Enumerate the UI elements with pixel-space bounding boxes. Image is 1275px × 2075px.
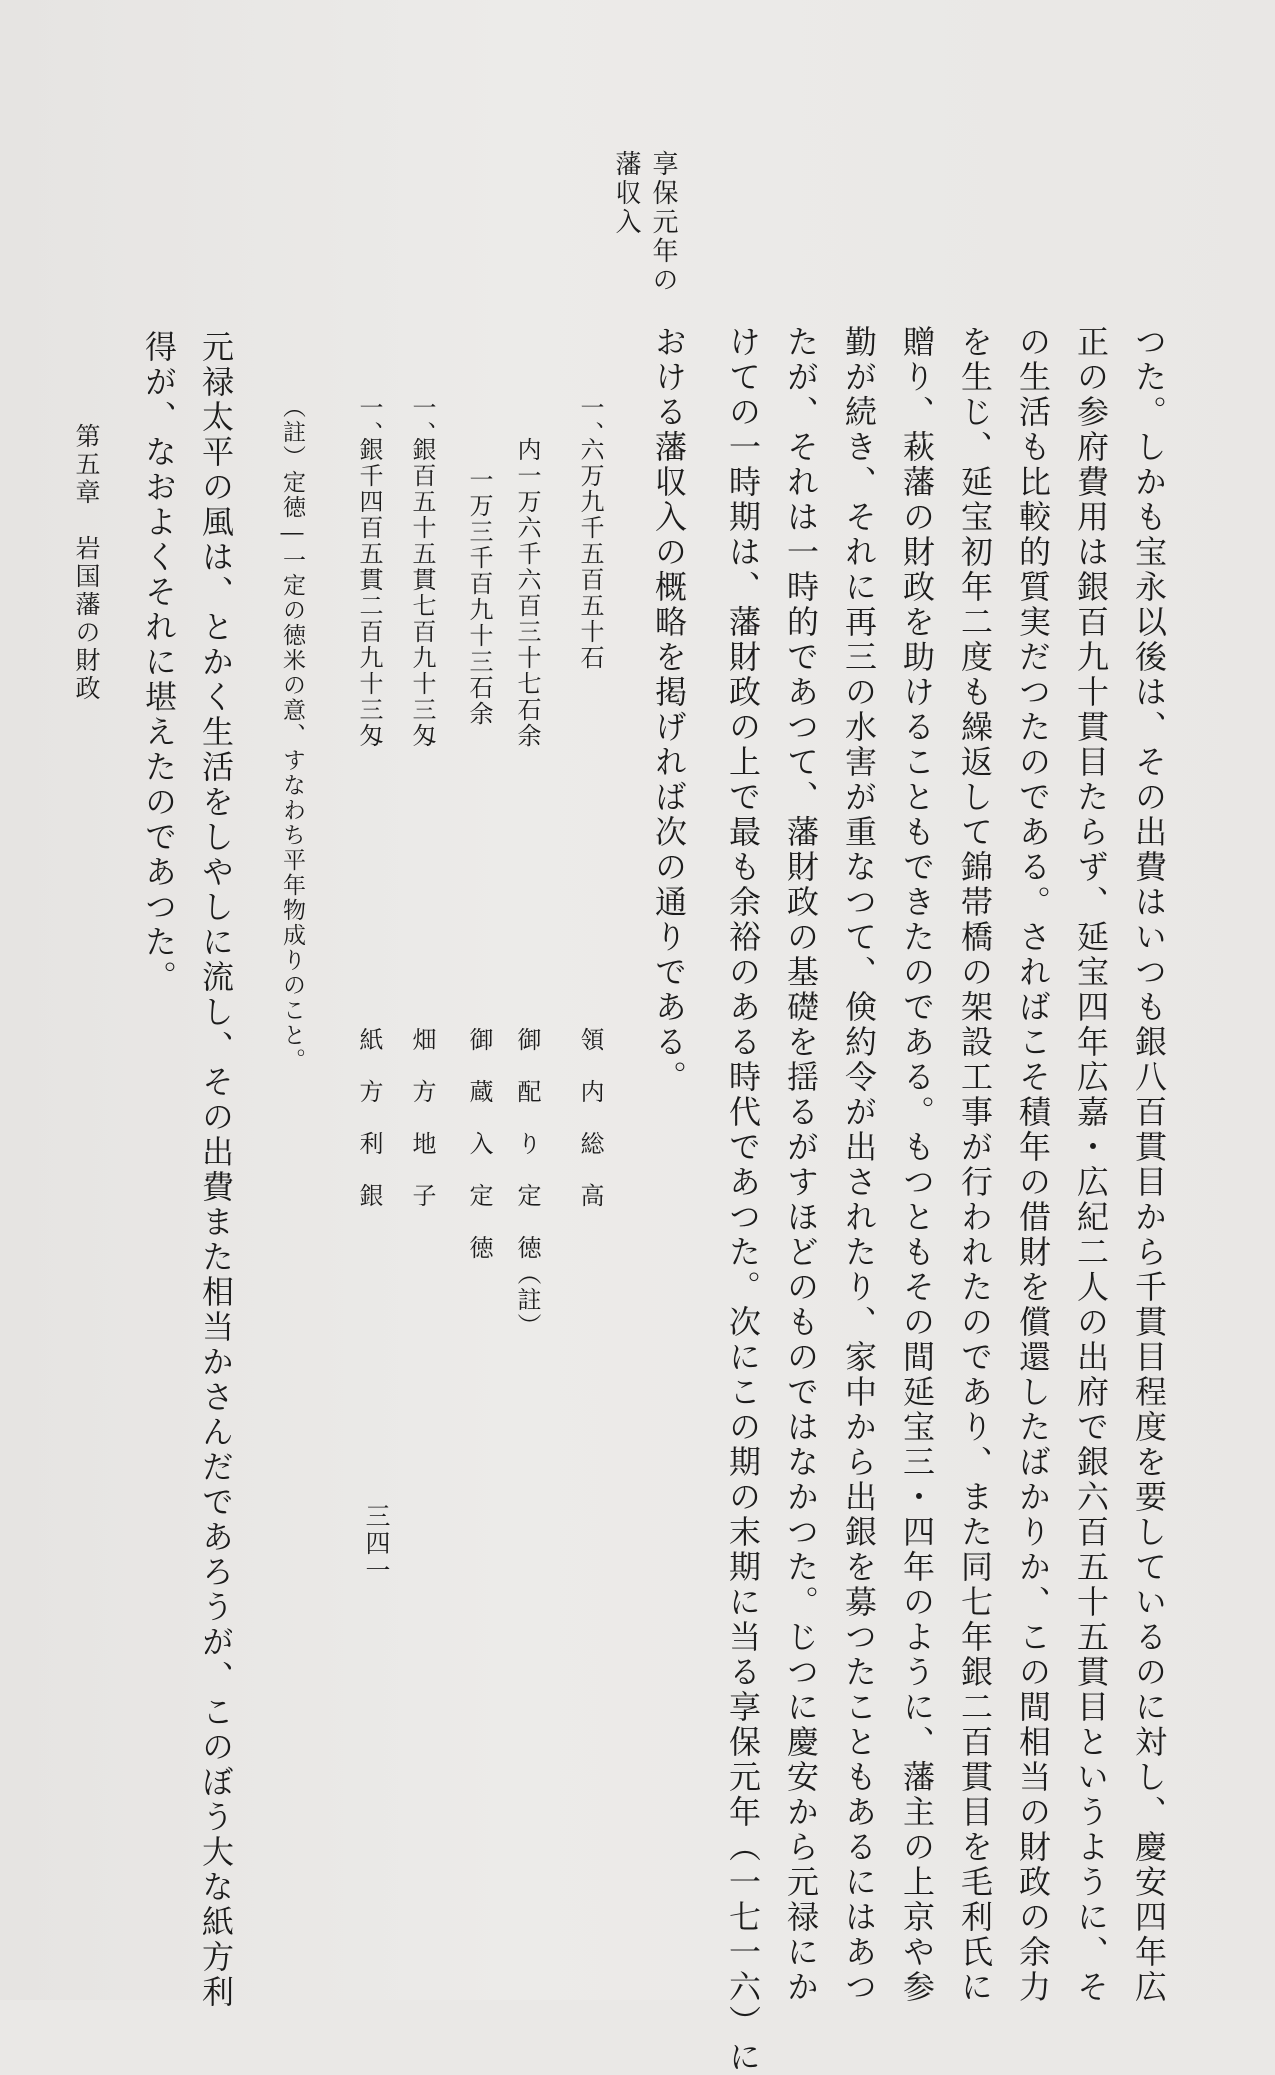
- table-row-2-label: 御 配 り 定 徳（註）: [513, 1027, 541, 1339]
- side-heading-line-2: 藩収入: [611, 150, 641, 237]
- side-heading-line-1: 享保元年の: [648, 150, 678, 295]
- table-row-2-amount: 内一万六千六百三十七石余: [513, 437, 541, 749]
- table-row-1-label: 領 内 総 高: [576, 1027, 604, 1209]
- table-row-1-mark: 一、: [576, 395, 604, 447]
- table-row-5-mark: 一、: [355, 395, 383, 447]
- table-row-5-label: 紙 方 利 銀: [355, 1027, 383, 1209]
- chapter-title: 第五章 岩国藩の財政: [72, 423, 101, 703]
- table-row-3-label: 御 蔵 入 定 徳: [465, 1027, 493, 1261]
- paragraph-1-line-3: の生活も比較的質実だつたのである。さればこそ積年の借財を償還したばかりか、この間相当の財政の余力: [1014, 325, 1052, 2005]
- table-row-5-amount: 銀千四百五貫二百九十三匁: [355, 437, 383, 749]
- table-row-4-amount: 銀百五十五貫七百九十三匁: [408, 437, 436, 749]
- table-row-3-amount: 一万三千百九十三石余: [465, 467, 493, 727]
- page-number: 三四一: [362, 1503, 391, 1584]
- paragraph-1-line-1: つた。しかも宝永以後は、その出費はいつも銀八百貫目から千貫目程度を要しているのに対し、慶安四年広: [1130, 325, 1168, 2005]
- table-note: （註）定徳―一定の徳米の意、すなわち平年物成りのこと。: [279, 395, 305, 1073]
- table-row-4-mark: 一、: [408, 395, 436, 447]
- paragraph-1-line-5: 贈り、萩藩の財政を助けることもできたのである。もつともその間延宝三・四年のように、藩主の上京や参: [898, 325, 936, 2005]
- paragraph-1-line-8: けての一時期は、藩財政の上で最も余裕のある時代であつた。次にこの期の末期に当る享保元年（一七一六）に: [724, 325, 762, 2075]
- paragraph-2-line-1: 元禄太平の風は、とかく生活をしやしに流し、その出費また相当かさんだであろうが、このぼう大な紙方利: [197, 330, 235, 2010]
- paragraph-1-line-6: 勤が続き、それに再三の水害が重なつて、倹約令が出されたり、家中から出銀を募つたこともあるにはあつ: [840, 325, 878, 2005]
- paragraph-1-line-9: おける藩収入の概略を掲げれば次の通りである。: [650, 325, 688, 1095]
- paragraph-1-line-7: たが、それは一時的であつて、藩財政の基礎を揺るがすほどのものではなかつた。じつに慶安から元禄にか: [782, 325, 820, 2005]
- table-row-4-label: 畑 方 地 子: [408, 1027, 436, 1209]
- paragraph-1-line-4: を生じ、延宝初年二度も繰返して錦帯橋の架設工事が行われたのであり、また同七年銀二百貫目を毛利氏に: [956, 325, 994, 2005]
- paragraph-1-line-2: 正の参府費用は銀百九十貫目たらず、延宝四年広嘉・広紀二人の出府で銀六百五十五貫目というように、そ: [1072, 325, 1110, 2005]
- paragraph-2-line-2: 得が、なおよくそれに堪えたのであつた。: [140, 330, 178, 995]
- table-row-1-amount: 六万九千五百五十石: [576, 437, 604, 671]
